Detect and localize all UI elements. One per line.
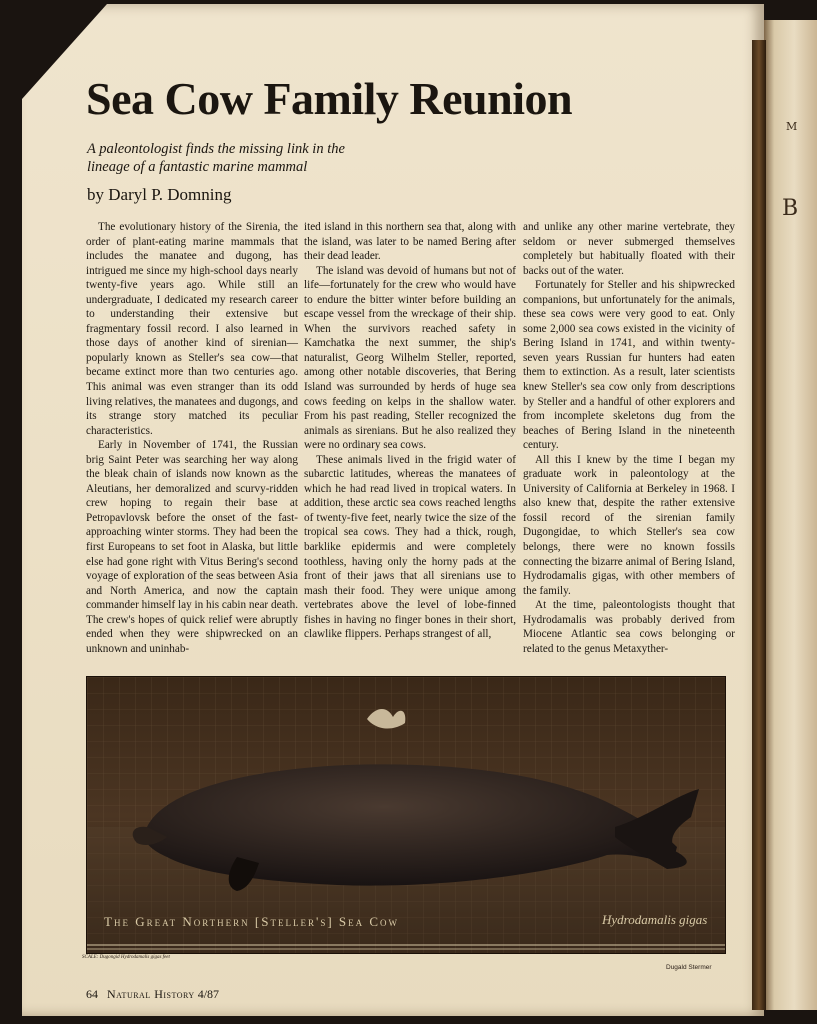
article-title: Sea Cow Family Reunion — [86, 73, 573, 124]
issue-date: 4/87 — [197, 987, 220, 1001]
article-subtitle: A paleontologist finds the missing link in the lineage of a fantastic marine mammal — [87, 141, 345, 175]
text-column-3 — [523, 220, 735, 656]
figure-caption-title: The Great Northern [Steller's] Sea Cow — [104, 914, 400, 929]
page-gutter-shadow — [752, 40, 766, 1010]
figure-caption-species: Hydrodamalis gigas — [602, 912, 708, 927]
paragraph: The evolutionary history of the Sirenia, the order of plant-eating marine mammals that includes the manatee and dugong, has intrigued me since my high-school days nearly twenty-five years ago. While still an undergraduate, I dedicated my research career to understanding their extensive but fragmentary fossil record. I also learned in those days of another kind of sirenian—popularly known as Steller's sea cow—that became extinct more than two centuries ago. This animal was even stranger than its odd living relatives, the manatees and dugongs, and its strange story matched its peculiar characteristics. — [86, 221, 298, 437]
adjacent-page — [760, 20, 817, 1010]
text-column-2 — [304, 220, 516, 642]
paragraph: ited island in this northern sea that, along with the island, was later to be named Bering after their dead leader. — [304, 221, 516, 263]
page-folio — [86, 987, 219, 1002]
magazine-name: Natural History — [107, 987, 195, 1001]
paragraph: Fortunately for Steller and his shipwrecked companions, but unfortunately for the animals, these sea cows were very good to eat. Only some 2,000 sea cows existed in the vicinity of Bering Island in 1741, and within twenty-seven years Russian fur hunters had eaten them to extinction. As a result, later scientists knew Steller's sea cow only from descriptions by Steller and a handful of other explorers and from incomplete skeletons dug from the beaches of Bering Island in the nineteenth century. — [523, 279, 735, 452]
figure-scale-note: SCALE: Dugongid Hydrodamalis gigas feet — [82, 955, 170, 960]
paragraph: All this I knew by the time I began my graduate work in paleontology at the University of California at Berkeley in 1968. I also knew that, despite the rather extensive fossil record of the sirenian family Dugongidae, to which Steller's sea cow belongs, there were no known fossils connecting the bizarre animal of Bering Island, Hydrodamalis gigas, with other members of the family. — [523, 453, 735, 597]
article-byline: by Daryl P. Domning — [87, 185, 232, 204]
paragraph: and unlike any other marine vertebrate, they seldom or never submerged themselves completely but habitually floated with their backs out of the water. — [523, 221, 735, 277]
paragraph: Early in November of 1741, the Russian brig Saint Peter was searching her way along the bleak chain of islands now known as the Aleutians, her demoralized and scurvy-ridden crew hoping to regain their base at Petropavlovsk before the onset of the fast-approaching winter storms. They had been the first Europeans to set foot in Alaska, but little else had gone right with Vitus Bering's second voyage of exploration of the seas between Asia and North America, and now the captain commander himself lay in his cabin near death. The crew's hopes of quick relief were abruptly ended when they were shipwrecked on an unknown and uninhab- — [86, 439, 298, 655]
paragraph: The island was devoid of humans but not of life—fortunately for the crew who would have to endure the bitter winter before building an escape vessel from the wreckage of their ship. When the survivors reached safety in Kamchatka the next summer, the ship's naturalist, Georg Wilhelm Steller, reported, among other notable discoveries, that Bering Island was surrounded by herds of huge sea cows feeding on kelps in the shallow water. From his past reading, Steller recognized the animals as sirenians. But he also realized they were no ordinary sea cows. — [304, 264, 516, 452]
page-number: 64 — [86, 987, 98, 1001]
figure-credit: Dugald Stermer — [666, 964, 712, 971]
adjacent-page-letter-m: M — [786, 120, 798, 133]
adjacent-page-letter-b: B — [782, 196, 799, 221]
paragraph: At the time, paleontologists thought that Hydrodamalis was probably derived from Miocene Atlantic sea cows belonging or related to the genus Metaxyther- — [523, 599, 735, 655]
text-column-1 — [86, 220, 298, 656]
paragraph: These animals lived in the frigid water of subarctic latitudes, whereas the manatees of which he had read lived in tropical waters. In addition, these arctic sea cows reached lengths of twenty-five feet, nearly twice the size of the tropical sea cows. They had a thick, rough, barklike epidermis and were completely toothless, having only the horny pads at the front of their jaws that all sirenians use to mash their food. They were unique among vertebrates above the level of lobe-finned fishes in having no finger bones in their short, clawlike flippers. Perhaps strangest of all, — [304, 453, 516, 641]
